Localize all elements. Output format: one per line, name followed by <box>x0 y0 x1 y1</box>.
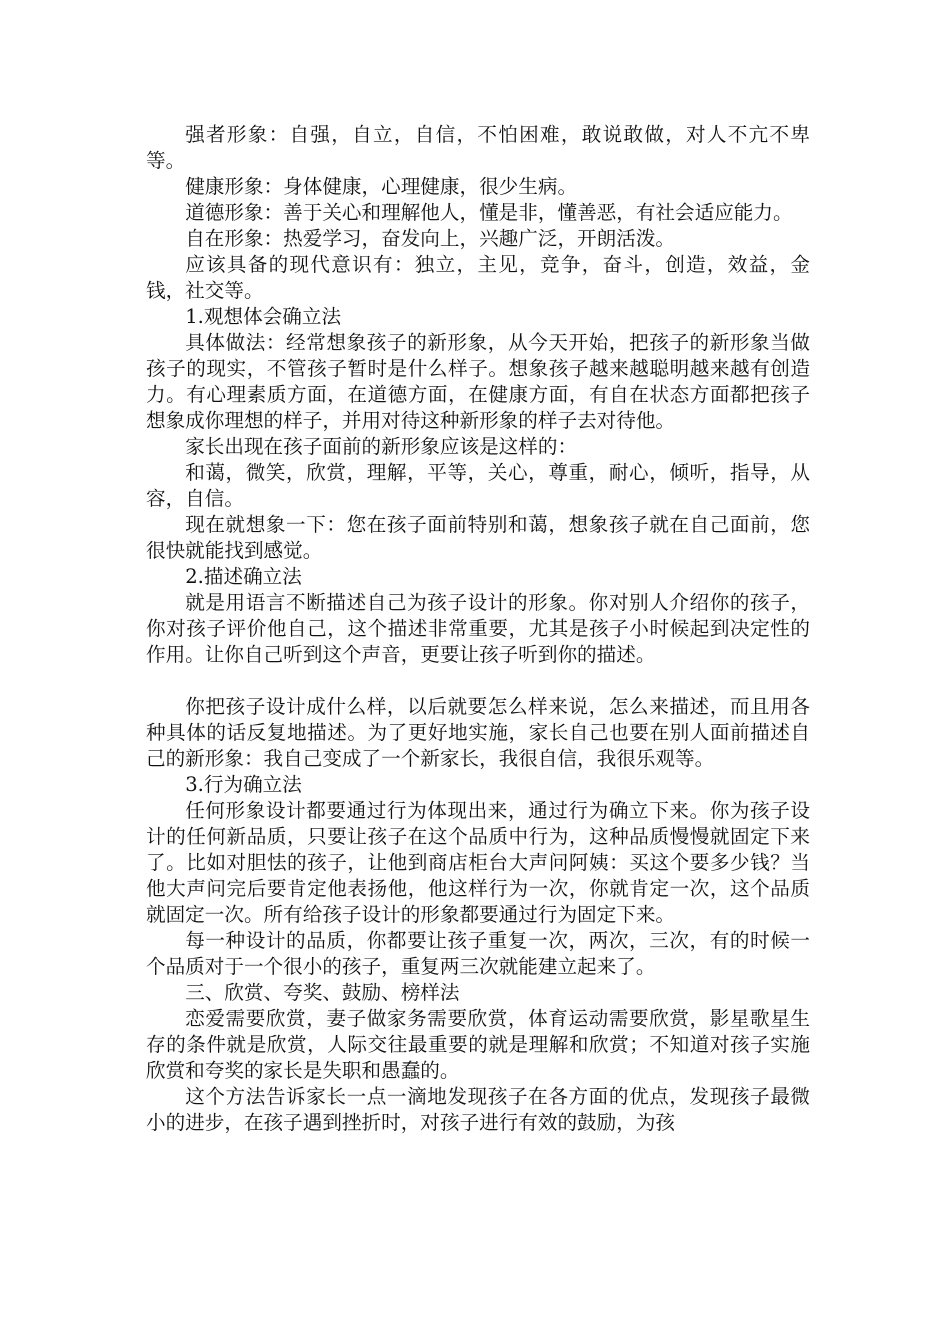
paragraph-describe-repeatedly: 你把孩子设计成什么样，以后就要怎么样来说，怎么来描述，而且用各种具体的话反复地描述。为了更好地实施，家长自己也要在别人面前描述自己的新形象：我自己变成了一个新家长，我很自信，我很乐观等。 <box>146 695 810 770</box>
paragraph-modern-awareness: 应该具备的现代意识有：独立，主见，竞争，奋斗，创造，效益，金钱，社交等。 <box>146 253 810 302</box>
paragraph-moral-image: 道德形象：善于关心和理解他人，懂是非，懂善恶，有社会适应能力。 <box>185 201 793 224</box>
blank-line <box>146 668 810 694</box>
paragraph-free-image: 自在形象：热爱学习，奋发向上，兴趣广泛，开朗活泼。 <box>185 227 676 250</box>
section-heading-appreciation: 三、欣赏、夸奖、鼓励、榜样法 <box>185 981 460 1004</box>
paragraph-imagine-now: 现在就想象一下：您在孩子面前特别和蔼，想象孩子就在自己面前，您很快就能找到感觉。 <box>146 513 810 562</box>
paragraph-visualization-method: 具体做法：经常想象孩子的新形象，从今天开始，把孩子的新形象当做孩子的现实，不管孩子暂时是什么样子。想象孩子越来越聪明越来越有创造力。有心理素质方面，在道德方面，在健康方面，有自在状态方面都把孩子想象成你理想的样子，并用对待这种新形象的样子去对待他。 <box>146 331 810 432</box>
document-body <box>146 122 810 1136</box>
paragraph-description-method: 就是用语言不断描述自己为孩子设计的形象。你对别人介绍你的孩子，你对孩子评价他自己，这个描述非常重要，尤其是孩子小时候起到决定性的作用。让你自己听到这个声音，更要让孩子听到你的描述。 <box>146 591 810 666</box>
paragraph-health-image: 健康形象：身体健康，心理健康，很少生病。 <box>185 175 578 198</box>
paragraph-behavior-method: 任何形象设计都要通过行为体现出来，通过行为确立下来。你为孩子设计的任何新品质，只要让孩子在这个品质中行为，这种品质慢慢就固定下来了。比如对胆怯的孩子，让他到商店柜台大声问阿姨：买这个要多少钱？当他大声问完后要肯定他表扬他，他这样行为一次，你就肯定一次，这个品质就固定一次。所有给孩子设计的形象都要通过行为固定下来。 <box>146 799 810 926</box>
section-heading-visualization: 1.观想体会确立法 <box>185 305 342 328</box>
paragraph-parent-qualities: 和蔼，微笑，欣赏，理解，平等，关心，尊重，耐心，倾听，指导，从容，自信。 <box>146 461 810 510</box>
paragraph-strong-image: 强者形象：自强，自立，自信，不怕困难，敢说敢做，对人不亢不卑等。 <box>146 123 810 172</box>
paragraph-appreciation-needed: 恋爱需要欣赏，妻子做家务需要欣赏，体育运动需要欣赏，影星歌星生存的条件就是欣赏，人际交往最重要的就是理解和欣赏；不知道对孩子实施欣赏和夸奖的家长是失职和愚蠢的。 <box>146 1007 810 1082</box>
paragraph-find-strengths: 这个方法告诉家长一点一滴地发现孩子在各方面的优点，发现孩子最微小的进步，在孩子遇到挫折时，对孩子进行有效的鼓励，为孩 <box>146 1085 810 1134</box>
paragraph-parent-new-image: 家长出现在孩子面前的新形象应该是这样的： <box>185 435 578 458</box>
section-heading-description: 2.描述确立法 <box>185 565 302 588</box>
section-heading-behavior: 3.行为确立法 <box>185 773 302 796</box>
paragraph-repeat-quality: 每一种设计的品质，你都要让孩子重复一次，两次，三次，有的时候一个品质对于一个很小的孩子，重复两三次就能建立起来了。 <box>146 929 810 978</box>
